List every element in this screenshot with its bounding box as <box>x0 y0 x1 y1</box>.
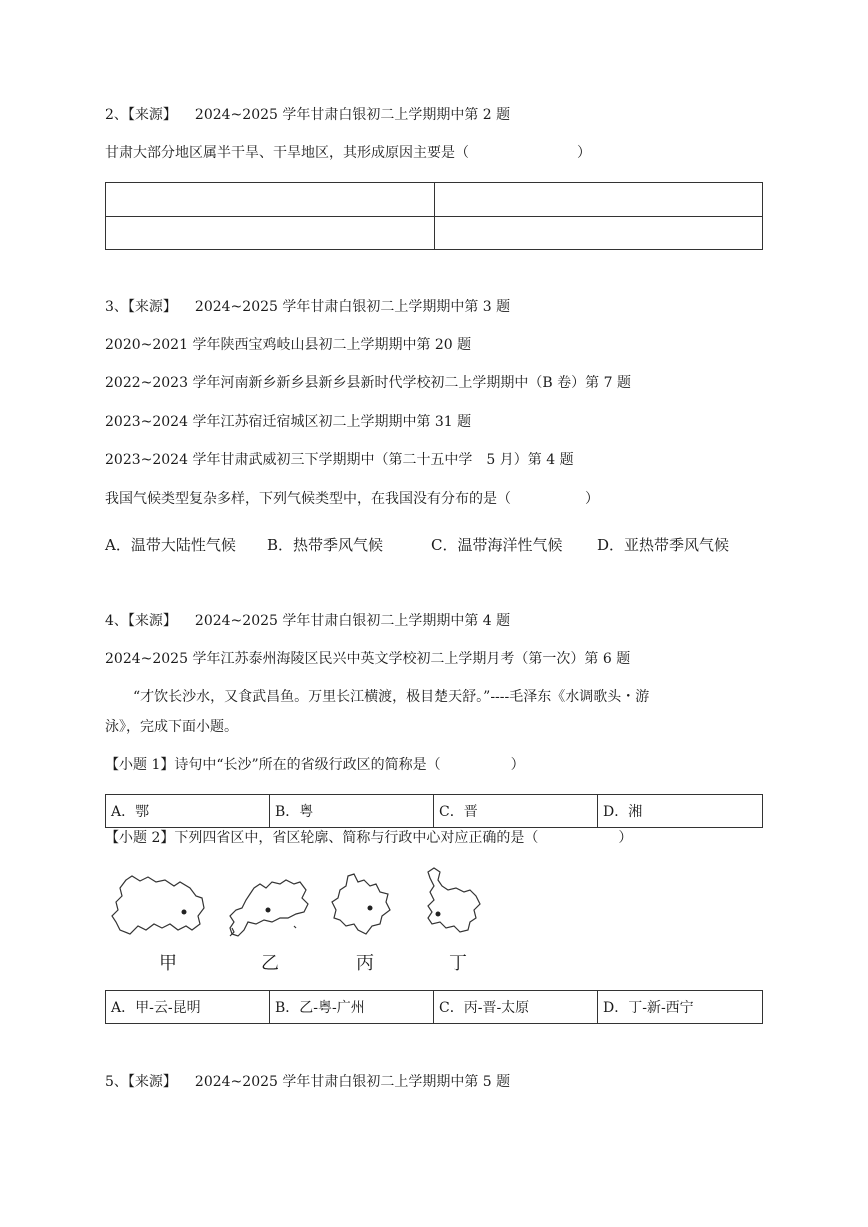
q3-stem: 我国气候类型复杂多样，下列气候类型中，在我国没有分布的是（ ） <box>105 491 599 507</box>
option-d[interactable]: D．亚热带季风气候 <box>597 536 730 554</box>
option-d[interactable]: D．湘 <box>598 795 763 828</box>
q2-answer-table <box>105 182 763 250</box>
q4-source: 4、【来源】 2024~2025 学年甘肃白银初二上学期期中第 4 题 <box>105 613 511 629</box>
map-label-bing: 丙 <box>356 953 374 974</box>
q5-source: 5、【来源】 2024~2025 学年甘肃白银初二上学期期中第 5 题 <box>105 1074 511 1090</box>
answer-cell[interactable] <box>434 217 763 250</box>
q4-sub2-options <box>105 990 763 1024</box>
map-label-ding: 丁 <box>449 953 467 974</box>
map-yi-outline <box>224 878 314 940</box>
q3-ref-4: 2023~2024 学年甘肃武威初三下学期期中（第二十五中学 5 月）第 4 题 <box>105 452 574 468</box>
answer-cell[interactable] <box>106 183 435 217</box>
map-label-jia: 甲 <box>159 953 177 974</box>
q4-sub1-stem: 【小题 1】诗句中“长沙”所在的省级行政区的简称是（ ） <box>105 757 525 773</box>
q4-passage-line-1: “才饮长沙水，又食武昌鱼。万里长江横渡，极目楚天舒。”----毛泽东《水调歌头・游 <box>133 689 650 705</box>
q2-stem: 甘肃大部分地区属半干旱、干旱地区，其形成原因主要是（ ） <box>105 145 591 161</box>
map-label-yi: 乙 <box>261 953 279 974</box>
q2-source: 2、【来源】 2024~2025 学年甘肃白银初二上学期期中第 2 题 <box>105 107 511 123</box>
option-b[interactable]: B．热带季风气候 <box>267 536 384 554</box>
option-a[interactable]: A．鄂 <box>106 795 270 828</box>
q4-sub1-options <box>105 794 763 828</box>
option-c[interactable]: C．温带海洋性气候 <box>431 536 563 554</box>
q3-ref-2: 2022~2023 学年河南新乡新乡县新乡县新时代学校初二上学期期中（B 卷）第 7 题 <box>105 375 631 391</box>
map-ding-outline <box>420 866 484 938</box>
option-a[interactable]: A．甲-云-昆明 <box>106 991 270 1024</box>
q3-options <box>105 534 729 555</box>
option-b[interactable]: B．乙-粤-广州 <box>270 991 434 1024</box>
option-a[interactable]: A．温带大陆性气候 <box>105 536 236 554</box>
map-bing-outline <box>330 872 392 938</box>
answer-cell[interactable] <box>434 183 763 217</box>
option-d[interactable]: D．丁-新-西宁 <box>598 991 763 1024</box>
option-c[interactable]: C．丙-晋-太原 <box>434 991 598 1024</box>
q3-source: 3、【来源】 2024~2025 学年甘肃白银初二上学期期中第 3 题 <box>105 299 511 315</box>
q3-ref-1: 2020~2021 学年陕西宝鸡岐山县初二上学期期中第 20 题 <box>105 337 472 353</box>
q4-passage-line-2: 泳》，完成下面小题。 <box>105 719 238 735</box>
q4-sub2-stem: 【小题 2】下列四省区中，省区轮廓、简称与行政中心对应正确的是（ ） <box>105 830 633 846</box>
q4-ref-1: 2024~2025 学年江苏泰州海陵区民兴中英文学校初二上学期月考（第一次）第 6 题 <box>105 651 631 667</box>
option-c[interactable]: C．晋 <box>434 795 598 828</box>
option-b[interactable]: B．粤 <box>270 795 434 828</box>
map-jia-outline <box>108 872 214 942</box>
q3-ref-3: 2023~2024 学年江苏宿迁宿城区初二上学期期中第 31 题 <box>105 414 472 430</box>
answer-cell[interactable] <box>106 217 435 250</box>
